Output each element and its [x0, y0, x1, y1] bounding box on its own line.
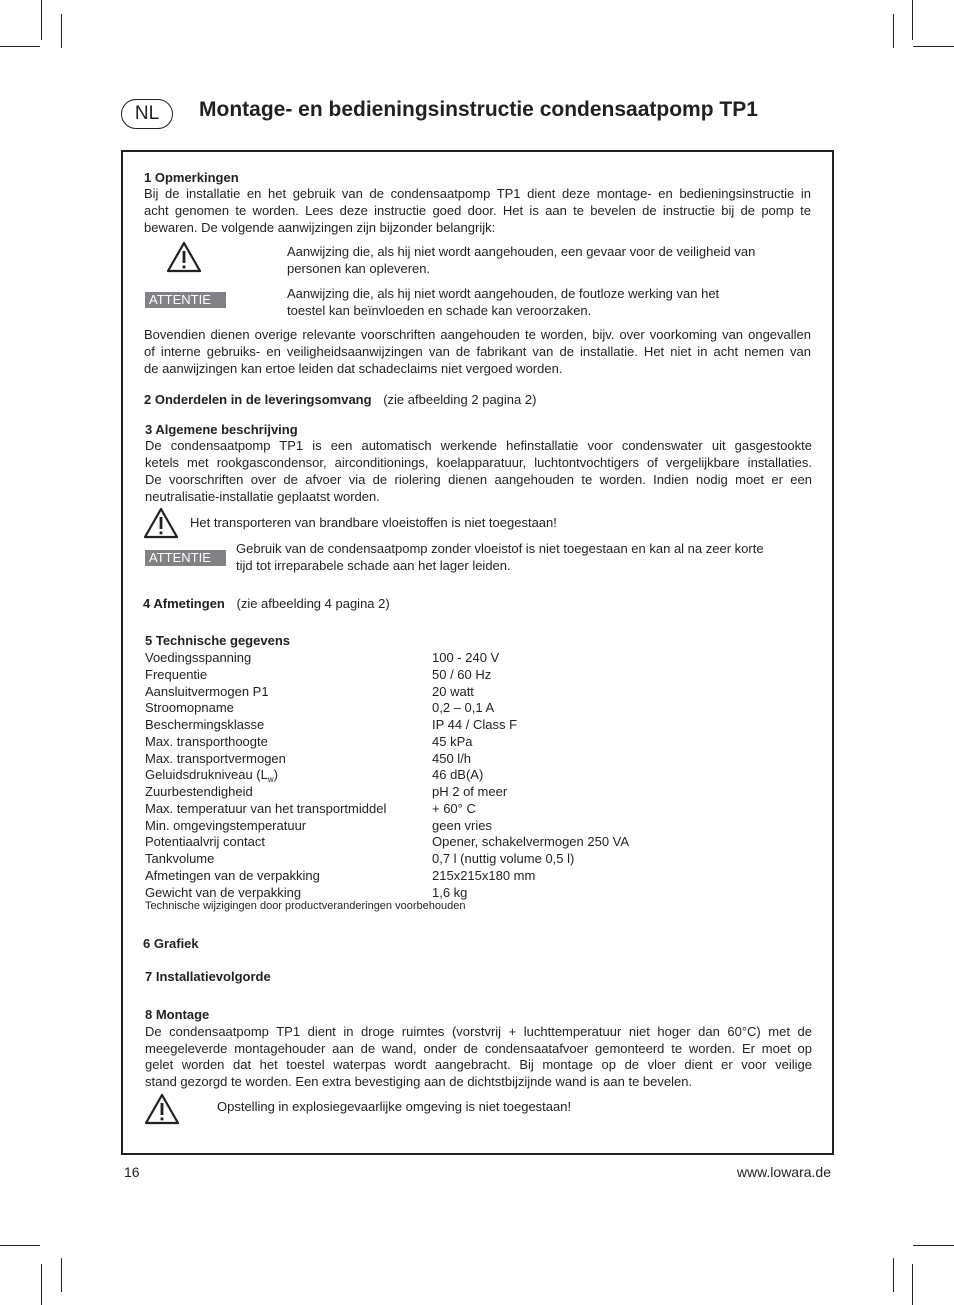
- section-heading-montage: 8 Montage: [145, 1007, 210, 1022]
- crop-mark: [912, 0, 913, 40]
- website-link[interactable]: www.lowara.de: [736, 1164, 831, 1180]
- crop-mark: [912, 1264, 913, 1305]
- page-title: Montage- en bedieningsinstructie condensaatpomp TP1: [199, 98, 758, 121]
- spec-label: [145, 684, 269, 701]
- spec-label: [145, 784, 253, 801]
- spec-value: 20 watt: [432, 683, 474, 699]
- spec-value: 100 - 240 V: [432, 650, 500, 665]
- spec-label-text: Stroomopname: [145, 700, 234, 716]
- section-onderdelen: [144, 392, 536, 409]
- spec-label: [145, 834, 265, 851]
- paragraph-line: ketels met rookgascondensor, airconditionings, koelapparatuur, luchtontvochtigers of vergelijkbare installaties.: [145, 455, 812, 470]
- spec-value: geen vries: [432, 817, 492, 833]
- paragraph-line: neutralisatie-installatie geplaatst worden.: [145, 489, 380, 504]
- section-heading-afmetingen: 4 Afmetingen: [143, 596, 225, 611]
- figure-reference: (zie afbeelding 4 pagina 2): [236, 596, 390, 611]
- attention-badge: ATTENTIE: [145, 550, 226, 566]
- language-badge: NL: [121, 99, 173, 129]
- attention-text-line: tijd tot irreparabele schade aan het lager leiden.: [236, 558, 511, 573]
- spec-label-text: Beschermingsklasse: [145, 717, 265, 732]
- section-afmetingen: [143, 596, 390, 613]
- paragraph-line: de aanwijzingen kan ertoe leiden dat schadeclaims niet vergoed worden.: [144, 361, 563, 376]
- spec-label: [145, 818, 306, 835]
- warning-text: Opstelling in explosiegevaarlijke omgeving is niet toegestaan!: [217, 1099, 572, 1114]
- paragraph-line: De condensaatpomp TP1 is een automatisch werkende hefinstallatie voor condenswater uit gasgestookte: [145, 438, 812, 453]
- spec-label: [145, 734, 268, 751]
- spec-label: [145, 717, 264, 734]
- spec-label-text: Max. transporthoogte: [145, 733, 268, 749]
- spec-value: 45 kPa: [432, 733, 473, 749]
- crop-mark: [41, 1264, 42, 1305]
- attention-text-line: toestel kan beïnvloeden en schade kan veroorzaken.: [287, 303, 592, 318]
- paragraph-line: of interne gebruiks- en veiligheidsaanwijzingen van de fabrikant van de installatie. Het niet in acht nemen van: [144, 344, 811, 359]
- section-heading-opmerkingen: 1 Opmerkingen: [144, 170, 239, 185]
- crop-mark: [0, 46, 40, 47]
- spec-label-text: Potentiaalvrij contact: [145, 834, 265, 850]
- spec-value: + 60° C: [432, 800, 476, 816]
- technical-note: Technische wijzigingen door productveranderingen voorbehouden: [145, 900, 466, 912]
- spec-label: [145, 700, 234, 717]
- section-heading-onderdelen: 2 Onderdelen in de leveringsomvang: [144, 392, 372, 407]
- spec-value: IP 44 / Class F: [432, 717, 518, 732]
- section-heading-installatievolgorde: 7 Installatievolgorde: [145, 969, 271, 984]
- figure-reference: (zie afbeelding 2 pagina 2): [383, 392, 537, 407]
- spec-label: [145, 868, 320, 885]
- spec-value: 450 l/h: [432, 750, 472, 766]
- spec-label-text: Geluidsdrukniveau (L: [145, 767, 268, 783]
- crop-mark: [41, 0, 42, 40]
- paragraph-line: Bovendien dienen overige relevante voorschriften aangehouden te worden, bijv. over voorkoming van ongevallen: [144, 327, 811, 342]
- spec-label-text: Aansluitvermogen P1: [145, 683, 269, 699]
- paragraph-line: meegeleverde montagehouder aan de wand, onder de condensaatafvoer gemonteerd te worden. Er moet op: [145, 1041, 812, 1056]
- paragraph-line: bewaren. De volgende aanwijzingen zijn bijzonder belangrijk:: [144, 220, 496, 235]
- paragraph-line: Bij de installatie en het gebruik van de condensaatpomp TP1 dient deze montage- en bedieningsinstructie in: [144, 186, 811, 201]
- spec-label: [145, 851, 214, 868]
- spec-value: 50 / 60 Hz: [432, 666, 492, 682]
- attention-text-line: Aanwijzing die, als hij niet wordt aangehouden, de foutloze werking van het: [287, 286, 720, 301]
- spec-label-text: Max. temperatuur van het transportmiddel: [145, 800, 387, 816]
- section-heading-grafiek: 6 Grafiek: [143, 936, 199, 951]
- crop-mark: [893, 14, 894, 48]
- spec-value: 46 dB(A): [432, 767, 484, 783]
- spec-label-text: Afmetingen van de verpakking: [145, 867, 320, 883]
- paragraph-line: De condensaatpomp TP1 dient in droge ruimtes (vorstvrij + luchttemperatuur niet hoger dan 60°C) met de: [145, 1024, 812, 1039]
- warning-triangle-icon: [143, 507, 179, 539]
- spec-label-text: Gewicht van de verpakking: [145, 884, 302, 900]
- spec-value: 215x215x180 mm: [432, 867, 536, 883]
- spec-label-text: Frequentie: [145, 666, 208, 682]
- crop-mark: [61, 1258, 62, 1292]
- crop-mark: [893, 1258, 894, 1292]
- paragraph-line: De voorschriften over de afvoer via de riolering dienen aangehouden te worden. Indien nodig moet er een: [145, 472, 812, 487]
- spec-label-text: Zuurbestendigheid: [145, 784, 253, 799]
- attention-text-line: Gebruik van de condensaatpomp zonder vloeistof is niet toegestaan en kan al na zeer korte: [236, 541, 764, 556]
- crop-mark: [61, 14, 62, 48]
- warning-triangle-icon: [144, 1093, 180, 1125]
- section-heading-technisch: 5 Technische gegevens: [145, 633, 290, 648]
- crop-mark: [0, 1245, 40, 1246]
- spec-value: 0,2 – 0,1 A: [432, 700, 495, 716]
- spec-value: pH 2 of meer: [432, 784, 508, 799]
- crop-mark: [913, 1245, 954, 1246]
- spec-value: Opener, schakelvermogen 250 VA: [432, 834, 630, 850]
- paragraph-line: acht genomen te worden. Lees deze instructie goed door. Het is aan te bevelen de instructie bij de pomp te: [144, 203, 811, 218]
- page-number: 16: [124, 1164, 140, 1180]
- section-heading-beschrijving: 3 Algemene beschrijving: [145, 422, 298, 437]
- spec-label: [145, 801, 386, 818]
- spec-label: [145, 650, 251, 667]
- crop-mark: [913, 46, 954, 47]
- warning-triangle-icon: [166, 241, 202, 273]
- spec-value: 0,7 l (nuttig volume 0,5 l): [432, 851, 575, 866]
- warning-text-line: personen kan opleveren.: [287, 261, 431, 276]
- spec-label-text: Voedingsspanning: [145, 650, 252, 665]
- attention-badge: ATTENTIE: [145, 292, 226, 308]
- spec-label: [145, 751, 286, 768]
- warning-text: Het transporteren van brandbare vloeistoffen is niet toegestaan!: [190, 515, 557, 530]
- spec-label: [145, 667, 207, 684]
- warning-text-line: Aanwijzing die, als hij niet wordt aangehouden, een gevaar voor de veiligheid van: [287, 244, 756, 259]
- spec-label-end: ): [273, 767, 278, 783]
- spec-value: 1,6 kg: [432, 884, 468, 900]
- spec-label-text: Tankvolume: [145, 851, 215, 866]
- paragraph-line: stand gezorgd te worden. Een extra bevestiging aan de dichtstbijzijnde wand is aan te bevelen.: [145, 1074, 693, 1089]
- paragraph-line: gelet worden dat het toestel waterpas wordt aangebracht. Bij montage op de vloer dient er voor veilige: [145, 1057, 812, 1072]
- spec-label-text: Min. omgevingstemperatuur: [145, 817, 307, 833]
- spec-label-subscript: w: [267, 775, 274, 785]
- spec-label-text: Max. transportvermogen: [145, 750, 286, 766]
